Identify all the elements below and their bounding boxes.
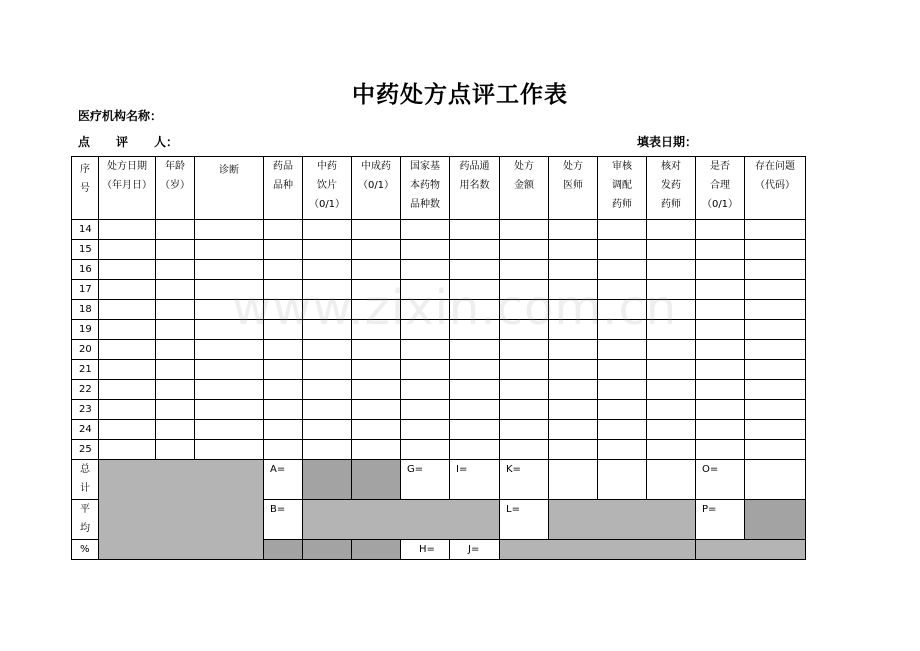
header-drug-types: 药品 品种 (264, 157, 303, 220)
shaded-cell (500, 540, 696, 560)
total-k[interactable]: K= (500, 460, 549, 500)
shaded-cell (264, 540, 303, 560)
row-number: 24 (72, 420, 99, 440)
review-table (71, 156, 806, 560)
row-number: 16 (72, 260, 99, 280)
header-dispense-pharmacist: 核对 发药 药师 (647, 157, 696, 220)
row-number: 18 (72, 300, 99, 320)
average-b[interactable]: B= (264, 500, 303, 540)
header-date: 处方日期 （年月日） (99, 157, 156, 220)
table-row (72, 320, 806, 340)
total-g[interactable]: G= (401, 460, 450, 500)
table-row (72, 400, 806, 420)
total-row (72, 460, 806, 500)
reviewer-char-2: 评 (116, 135, 129, 149)
row-number: 20 (72, 340, 99, 360)
percent-j[interactable]: J= (450, 540, 500, 560)
table-row (72, 340, 806, 360)
shaded-cell (352, 460, 401, 500)
header-row (72, 157, 806, 220)
row-number: 17 (72, 280, 99, 300)
header-age: 年龄 （岁） (156, 157, 195, 220)
average-l[interactable]: L= (500, 500, 549, 540)
reviewer-label (78, 133, 178, 150)
row-number: 19 (72, 320, 99, 340)
header-generic-names: 药品通 用名数 (450, 157, 500, 220)
header-seq: 序 号 (72, 157, 99, 220)
header-physician: 处方 医师 (549, 157, 598, 220)
reviewer-char-1: 点 (78, 135, 91, 149)
shaded-cell (549, 500, 696, 540)
percent-label: % (72, 540, 99, 560)
shaded-cell (745, 500, 806, 540)
institution-label: 医疗机构名称： (78, 109, 163, 123)
table-row (72, 440, 806, 460)
average-label: 平 均 (72, 500, 99, 540)
shaded-cell (303, 500, 500, 540)
shaded-cell (696, 540, 806, 560)
total-o[interactable]: O= (696, 460, 745, 500)
header-patent-medicine: 中成药 （0/1） (352, 157, 401, 220)
table-row (72, 420, 806, 440)
table-row (72, 380, 806, 400)
reviewer-char-3: 人： (154, 135, 179, 149)
table-row (72, 280, 806, 300)
row-number: 21 (72, 360, 99, 380)
shaded-cell (303, 540, 352, 560)
header-review-pharmacist: 审核 调配 药师 (598, 157, 647, 220)
shaded-cell (352, 540, 401, 560)
shaded-block (99, 460, 264, 560)
page-title: 中药处方点评工作表 (352, 82, 568, 108)
table-row (72, 240, 806, 260)
fill-date-label: 填表日期： (637, 135, 698, 149)
row-number: 22 (72, 380, 99, 400)
total-label: 总 计 (72, 460, 99, 500)
header-amount: 处方 金额 (500, 157, 549, 220)
table-row (72, 300, 806, 320)
table-row (72, 220, 806, 240)
watermark-text: www.zixin.com.cn (232, 280, 678, 336)
table-row (72, 260, 806, 280)
row-number: 23 (72, 400, 99, 420)
percent-h[interactable]: H= (401, 540, 450, 560)
average-p[interactable]: P= (696, 500, 745, 540)
row-number: 15 (72, 240, 99, 260)
header-reasonable: 是否 合理 （0/1） (696, 157, 745, 220)
row-number: 25 (72, 440, 99, 460)
header-herbal-pieces: 中药 饮片 （0/1） (303, 157, 352, 220)
header-essential-drugs: 国家基 本药物 品种数 (401, 157, 450, 220)
table-row (72, 360, 806, 380)
header-problem-code: 存在问题 （代码） (745, 157, 806, 220)
total-i[interactable]: I= (450, 460, 500, 500)
header-diagnosis: 诊断 (195, 157, 264, 220)
shaded-cell (303, 460, 352, 500)
row-number: 14 (72, 220, 99, 240)
total-a[interactable]: A= (264, 460, 303, 500)
